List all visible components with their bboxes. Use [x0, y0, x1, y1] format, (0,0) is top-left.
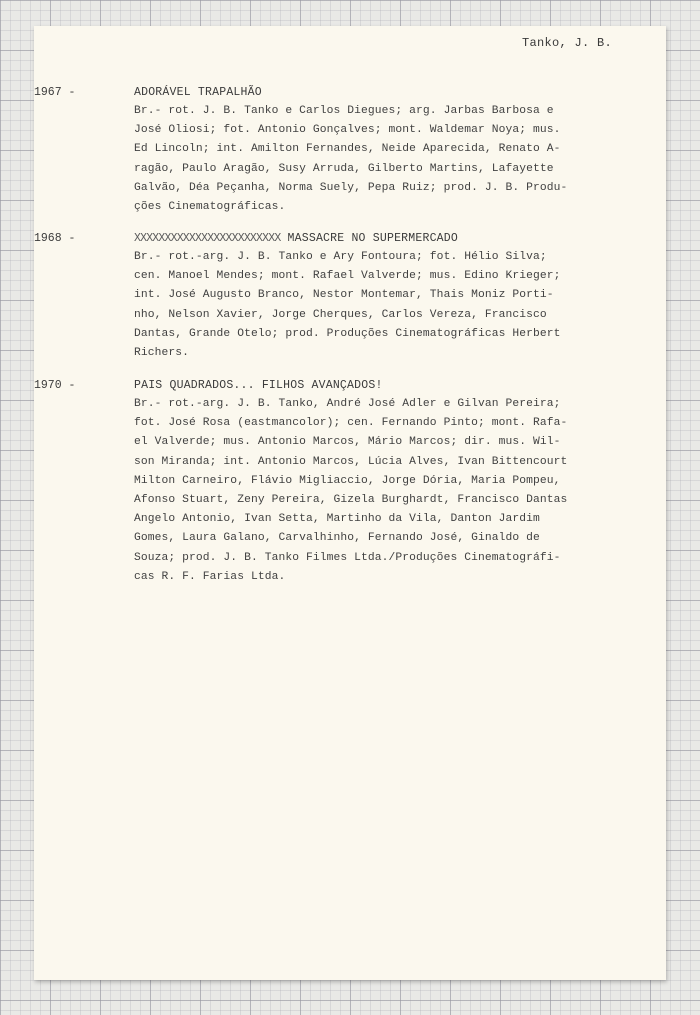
- struck-out-text: XXXXXXXXXXXXXXXXXXXXXXXX: [134, 232, 281, 245]
- entry-year: 1970 -: [34, 379, 76, 392]
- entry-title: PAIS QUADRADOS... FILHOS AVANÇADOS!: [134, 379, 383, 392]
- entry-line: son Miranda; int. Antonio Marcos, Lúcia Alves, Ivan Bittencourt: [134, 455, 568, 468]
- index-card: [34, 26, 666, 980]
- entry-body: [134, 248, 654, 363]
- entry-title: ADORÁVEL TRAPALHÃO: [134, 86, 262, 99]
- entry-line: int. José Augusto Branco, Nestor Montemar, Thais Moniz Porti-: [134, 289, 554, 302]
- filmography-entry-1968: [34, 232, 654, 363]
- entry-line: cen. Manoel Mendes; mont. Rafael Valverde; mus. Edino Krieger;: [134, 270, 561, 283]
- entry-line: ções Cinematográficas.: [134, 201, 286, 214]
- entry-year: 1968 -: [34, 232, 76, 245]
- entry-line: Dantas, Grande Otelo; prod. Produções Cinematográficas Herbert: [134, 327, 561, 340]
- entry-line: Br.- rot.-arg. J. B. Tanko, André José Adler e Gilvan Pereira;: [134, 398, 561, 410]
- entry-year: 1967 -: [34, 86, 76, 99]
- entry-line: Richers.: [134, 347, 190, 360]
- entry-line: José Oliosi; fot. Antonio Gonçalves; mont. Waldemar Noya; mus.: [134, 124, 561, 137]
- entry-line: Souza; prod. J. B. Tanko Filmes Ltda./Produções Cinematográfi-: [134, 551, 561, 564]
- entry-title-line: [134, 232, 654, 245]
- entry-line: Br.- rot.-arg. J. B. Tanko e Ary Fontoura; fot. Hélio Silva;: [134, 251, 547, 263]
- entry-body: [134, 395, 654, 587]
- entry-line: Milton Carneiro, Flávio Migliaccio, Jorge Dória, Maria Pompeu,: [134, 474, 561, 487]
- entry-line: nho, Nelson Xavier, Jorge Cherques, Carlos Vereza, Francisco: [134, 308, 547, 321]
- filmography-entry-1970: [34, 379, 654, 587]
- entry-line: el Valverde; mus. Antonio Marcos, Mário Marcos; dir. mus. Wil-: [134, 436, 561, 449]
- card-header: Tanko, J. B.: [521, 36, 612, 50]
- entry-line: Galvão, Déa Peçanha, Norma Suely, Pepa Ruiz; prod. J. B. Produ-: [134, 181, 568, 194]
- entry-body: [134, 102, 654, 217]
- entry-line: cas R. F. Farias Ltda.: [134, 570, 286, 583]
- entry-title: MASSACRE NO SUPERMERCADO: [287, 232, 458, 245]
- entry-line: Angelo Antonio, Ivan Setta, Martinho da Vila, Danton Jardim: [134, 513, 540, 526]
- entry-line: Gomes, Laura Galano, Carvalhinho, Fernando José, Ginaldo de: [134, 532, 540, 545]
- entry-line: Br.- rot. J. B. Tanko e Carlos Diegues; arg. Jarbas Barbosa e: [134, 105, 554, 117]
- entry-line: fot. José Rosa (eastmancolor); cen. Fernando Pinto; mont. Rafa-: [134, 417, 568, 430]
- entry-line: Ed Lincoln; int. Amilton Fernandes, Neide Aparecida, Renato A-: [134, 143, 561, 156]
- filmography-entry-1967: [34, 86, 654, 217]
- entry-line: ragão, Paulo Aragão, Susy Arruda, Gilberto Martins, Lafayette: [134, 162, 554, 175]
- entry-line: Afonso Stuart, Zeny Pereira, Gizela Burghardt, Francisco Dantas: [134, 494, 568, 507]
